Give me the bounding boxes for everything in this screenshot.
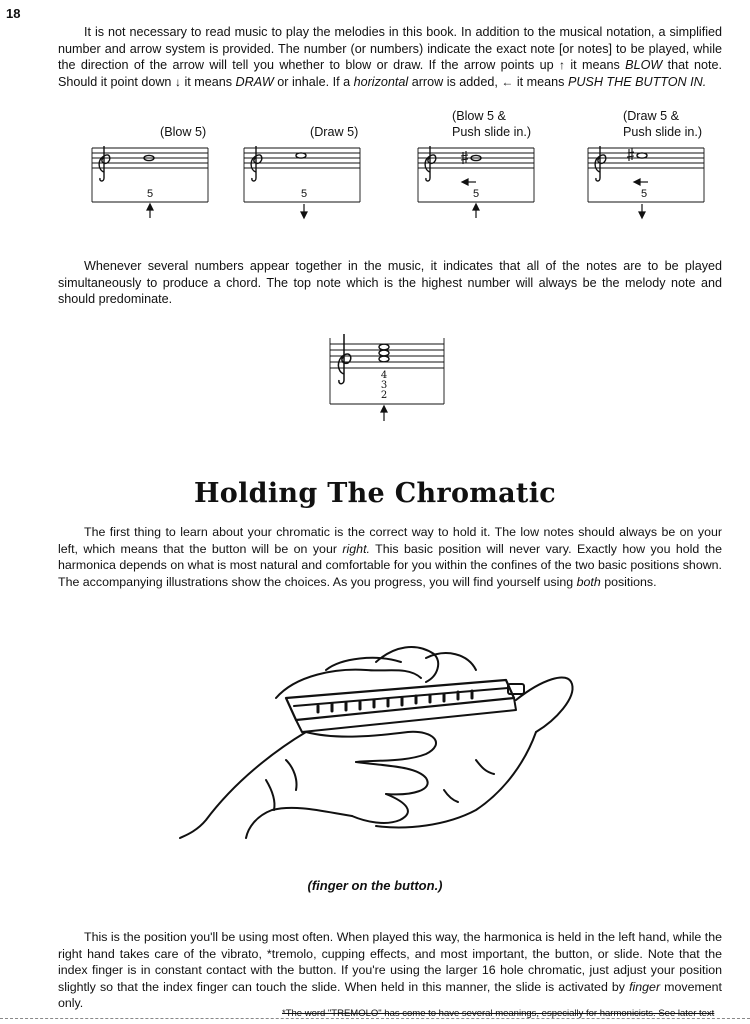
chord-number-2: 3 [380,380,388,391]
chord-text: Whenever several numbers appear together in the music, it indicates that all of the notes are to be played simultaneously to produce a chord. The top note which is the highest number will always be the melody note and should predominate. [58,259,722,306]
blow-word: BLOW [625,58,663,72]
draw-word: DRAW [235,74,274,89]
intro-text-5: or inhale. If a [277,74,351,89]
illustration-caption: (finger on the button.) [307,878,443,893]
down-arrow-icon: ↓ [174,74,181,89]
chord-paragraph [58,258,722,308]
intro-text-3: that note. Should it point down [58,58,722,89]
push-button-phrase: PUSH THE BUTTON IN. [567,74,707,89]
example-3-label-line1: (Blow 5 & [452,109,506,123]
horizontal-word: horizontal [353,74,409,89]
finger-word: finger [629,979,661,994]
intro-text-1: It is not necessary to read music to play the melodies in this book. In addition to the musical notation, a simplified number and arrow system is provided. The number (or numbers) indicate the exact note [or notes] to be played, while the direction of the arrow will tell you whether to blow or draw. If the arrow points up [58,25,722,72]
section-text-3: positions. [604,574,657,589]
example-3-staff [416,142,536,220]
chord-staff [328,330,446,422]
example-4-label [623,108,702,140]
example-1-label [160,124,206,140]
example-4-label-line2: Push slide in.) [623,125,703,139]
example-1-number: 5 [146,188,154,200]
example-1-label-line1: (Blow 5) [160,125,207,139]
example-3-number: 5 [472,188,480,200]
example-2-label-line1: (Draw 5) [310,125,359,139]
intro-text-4: it means [184,74,233,89]
example-3-label [452,108,531,140]
footer-rule [0,1018,750,1019]
both-word: both [576,574,601,589]
left-arrow-icon: ← [501,74,514,89]
intro-text-7: it means [516,74,565,89]
body2-paragraph [58,929,722,1012]
section-heading: Holding The Chromatic [193,478,556,509]
body2-text-1: This is the position you'll be using most often. When played this way, the harmonica is held in the left hand, while the right hand takes care of the vibrato, *tremolo, cupping effects, and most important, the button, or slide. Note that the index finger is in constant contact with the button. If you're using the larger 16 hole chromatic, just adjust your position slightly so that the index finger can touch the slide. When held in this manner, the slide is activated by [58,930,722,994]
example-2-number: 5 [300,188,308,200]
hands-harmonica-illustration [176,640,580,840]
intro-text-6: arrow is added, [411,74,498,89]
intro-paragraph [58,24,722,90]
up-arrow-icon: ↑ [559,58,565,72]
chord-number-3: 2 [380,390,388,401]
right-word: right. [342,541,370,556]
intro-text-2: it means [570,58,620,72]
page-number: 18 [6,6,21,21]
section-text-2: This basic position will never vary. Exactly how you hold the harmonica depends on what is most natural and comfortable for you within the confines of the two basic positions shown. The accompanying illustrations show the choices. As you progress, you will find yourself using [58,541,722,589]
example-2-label [310,124,358,140]
footnote: *The word "TREMOLO" has come to have several meanings, especially for harmonicists. See later text [282,1008,715,1019]
example-4-number: 5 [640,188,648,200]
body2-text-2: movement only. [58,979,723,1010]
example-2-staff [242,142,362,220]
example-1-staff [90,142,210,220]
section-paragraph [58,524,722,590]
section-text-1: The first thing to learn about your chromatic is the correct way to hold it. The low notes should always be on your left, which means that the button will be on your [58,525,722,556]
example-3-label-line2: Push slide in.) [452,125,532,139]
chord-number-1: 4 [380,370,388,381]
example-4-label-line1: (Draw 5 & [623,109,679,123]
example-4-staff [586,142,706,220]
